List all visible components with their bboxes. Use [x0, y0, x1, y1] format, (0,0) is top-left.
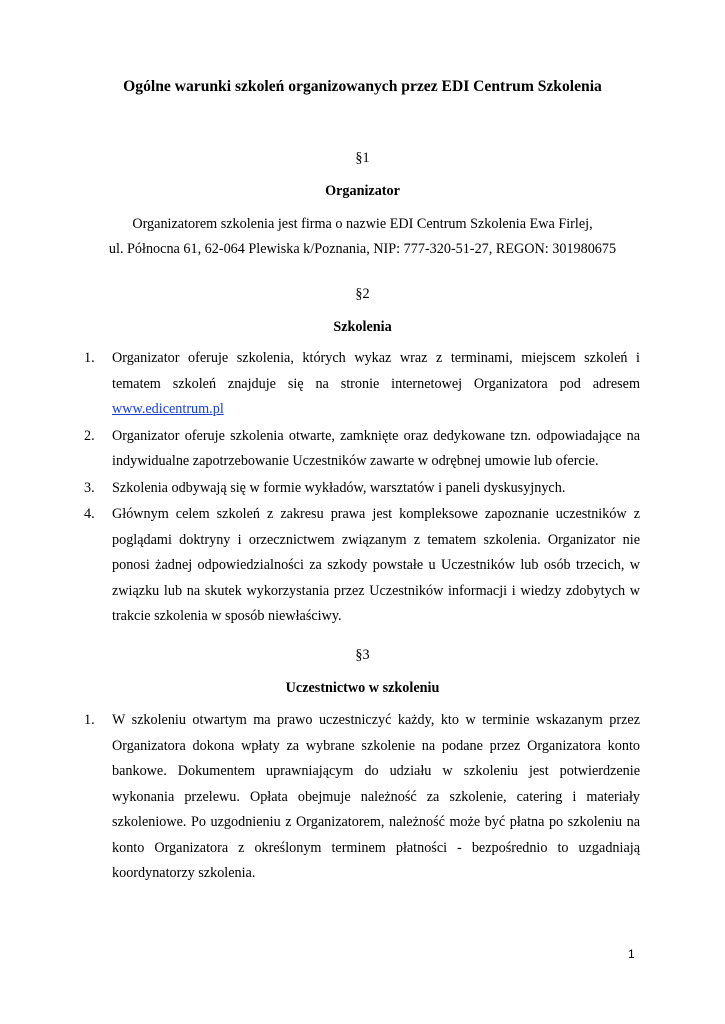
section-2-number: §2 [355, 286, 370, 302]
list-item-text: Szkolenia odbywają się w formie wykładów, warsztatów i paneli dyskusyjnych. [112, 479, 566, 496]
section-2-list [84, 346, 640, 631]
page-number: 1 [628, 947, 635, 961]
list-item [84, 708, 640, 887]
section-3-heading: Uczestnictwo w szkoleniu [285, 680, 440, 696]
document-title: Ogólne warunki szkoleń organizowanych przez EDI Centrum Szkolenia [123, 78, 602, 95]
website-link[interactable]: www.edicentrum.pl [112, 401, 224, 417]
list-item-number: 2. [84, 427, 95, 444]
list-item-number: 4. [84, 506, 95, 522]
list-item-number: 3. [84, 479, 95, 496]
list-item-number: 1. [84, 350, 95, 366]
section-1-line-2: ul. Północna 61, 62-064 Plewiska k/Poznania, NIP: 777-320-51-27, REGON: 301980675 [108, 241, 617, 257]
list-item [84, 346, 640, 423]
section-3-number: §3 [355, 647, 370, 663]
list-item-text: Głównym celem szkoleń z zakresu prawa jest kompleksowe zapoznanie uczestników z poglądami doktryny i orzecznictwem związanym z tematem szkolenia. Organizator nie ponosi żadnej odpowiedzialności za szkody powstałe u Uczestników lub osób trzecich, w związku lub na skutek wykorzystania przez Uczestników informacji i wiedzy zdobytych w trakcie szkolenia w sposób niewłaściwy. [112, 506, 640, 624]
list-item [84, 502, 640, 630]
section-2-heading: Szkolenia [333, 319, 392, 335]
list-item-text: W szkoleniu otwartym ma prawo uczestniczyć każdy, kto w terminie wskazanym przez Organizatora dokona wpłaty za wybrane szkolenie na podane przez Organizatora konto bankowe. Dokumentem uprawniającym do udziału w szkoleniu jest potwierdzenie wykonania przelewu. Opłata obejmuje należność za szkolenie, catering i materiały szkoleniowe. Po uzgodnieniu z Organizatorem, należność może być płatna po szkoleniu na konto Organizatora z określonym terminem płatności - bezpośrednio to uzgadniają koordynatorzy szkolenia. [112, 712, 640, 881]
list-item-number: 1. [84, 712, 95, 728]
section-1-number: §1 [355, 150, 370, 166]
section-1-heading: Organizator [325, 183, 400, 199]
list-item-text: Organizator oferuje szkolenia, których wykaz wraz z terminami, miejscem szkoleń i tematem szkoleń znajduje się na stronie internetowej Organizatora pod adresem [112, 350, 640, 392]
list-item-text: Organizator oferuje szkolenia otwarte, zamknięte oraz dedykowane tzn. odpowiadające na indywidualne zapotrzebowanie Uczestników zawarte w odrębnej umowie lub ofercie. [112, 427, 640, 469]
section-3-list [84, 708, 640, 888]
section-1-line-1: Organizatorem szkolenia jest firma o nazwie EDI Centrum Szkolenia Ewa Firlej, [132, 216, 593, 232]
list-item [84, 476, 640, 502]
list-item [84, 424, 640, 475]
